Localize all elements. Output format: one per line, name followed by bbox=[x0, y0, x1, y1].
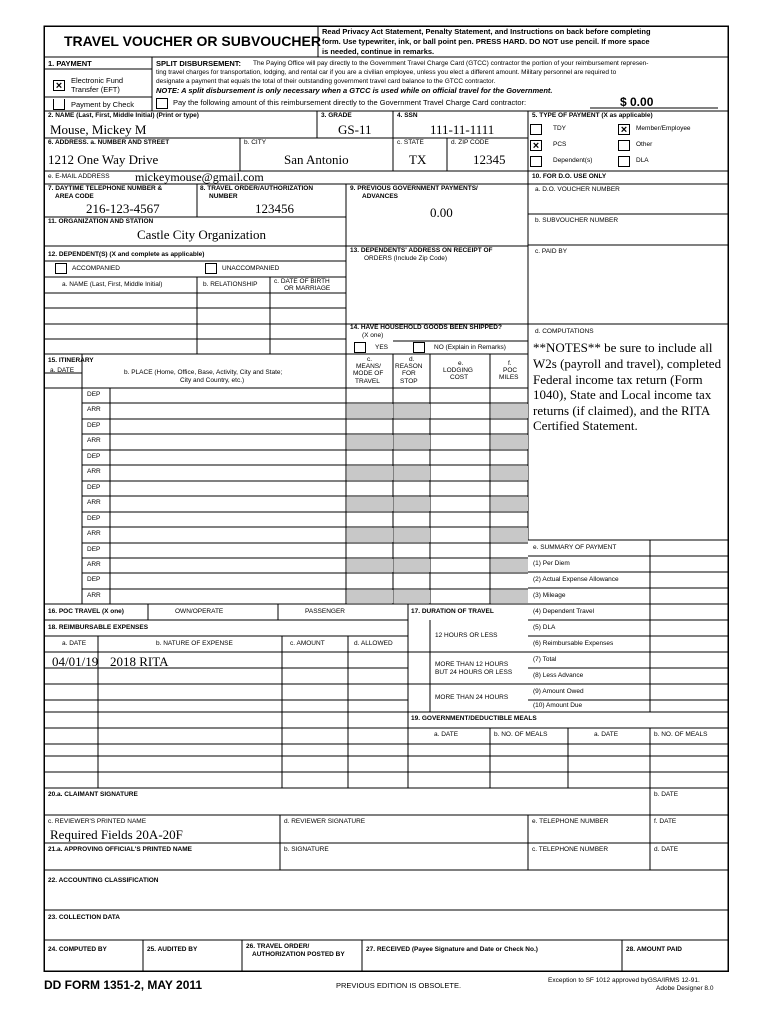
org-label: 11. ORGANIZATION AND STATION bbox=[48, 218, 154, 225]
itin-row-label: DEP bbox=[87, 515, 101, 522]
summary-item: (1) Per Diem bbox=[533, 560, 570, 567]
itin-reason-header: STOP bbox=[400, 378, 418, 385]
split-amount[interactable]: $ 0.00 bbox=[620, 95, 654, 109]
shaded-cell bbox=[394, 559, 430, 572]
shaded-cell bbox=[394, 435, 430, 449]
dla-checkbox[interactable] bbox=[618, 156, 630, 167]
approver-name-label: 21.a. APPROVING OFFICIAL'S PRINTED NAME bbox=[48, 846, 192, 853]
shaded-cell bbox=[491, 528, 528, 542]
shaded-cell bbox=[347, 590, 393, 603]
itin-row-label: DEP bbox=[87, 576, 101, 583]
shaded-cell bbox=[491, 404, 528, 418]
phone-value[interactable]: 216-123-4567 bbox=[86, 201, 160, 216]
prev-payments-label-2: ADVANCES bbox=[362, 193, 398, 200]
itin-lodging-header: LODGING bbox=[443, 367, 473, 374]
exception-notice: Exception to SF 1012 approved byGSA/IRMS 12-91. bbox=[548, 977, 700, 984]
split-title: SPLIT DISBURSEMENT: bbox=[156, 59, 242, 68]
accounting-label: 22. ACCOUNTING CLASSIFICATION bbox=[48, 877, 159, 884]
summary-item: (3) Mileage bbox=[533, 592, 566, 599]
name-value[interactable]: Mouse, Mickey M bbox=[50, 122, 147, 137]
itinerary-label: 15. ITINERARY bbox=[48, 357, 94, 364]
email-label: e. E-MAIL ADDRESS bbox=[48, 173, 110, 180]
shaded-cell bbox=[394, 404, 430, 418]
member-label: Member/Employee bbox=[636, 125, 691, 132]
summary-item: (7) Total bbox=[533, 656, 557, 663]
hhg-no-label: NO (Explain in Remarks) bbox=[434, 344, 506, 351]
received-label: 27. RECEIVED (Payee Signature and Date or Check No.) bbox=[366, 946, 538, 953]
summary-item: (10) Amount Due bbox=[533, 702, 583, 709]
do-use-label: 10. FOR D.O. USE ONLY bbox=[532, 173, 607, 180]
itin-place-header-2: City and Country, etc.) bbox=[180, 377, 245, 384]
reviewer-phone-label: e. TELEPHONE NUMBER bbox=[532, 818, 609, 825]
dla-label: DLA bbox=[636, 157, 649, 164]
dependents-label: Dependent(s) bbox=[553, 157, 593, 164]
pcs-label: PCS bbox=[553, 141, 567, 148]
email-value[interactable]: mickeymouse@gmail.com bbox=[135, 170, 264, 184]
other-checkbox[interactable] bbox=[618, 140, 630, 151]
itin-miles-header: MILES bbox=[499, 374, 519, 381]
shaded-cell bbox=[491, 590, 528, 603]
dependents-checkbox[interactable] bbox=[530, 156, 542, 167]
itin-row-label: ARR bbox=[87, 499, 101, 506]
paid-by-label: c. PAID BY bbox=[535, 248, 568, 255]
approver-signature-label: b. SIGNATURE bbox=[284, 846, 329, 853]
itin-row-label: DEP bbox=[87, 422, 101, 429]
meals-count-header: b. NO. OF MEALS bbox=[494, 731, 548, 738]
hhg-label-2: (X one) bbox=[362, 332, 384, 339]
subvoucher-label: b. SUBVOUCHER NUMBER bbox=[535, 217, 619, 224]
shaded-cell bbox=[347, 466, 393, 480]
form-id: DD FORM 1351-2, MAY 2011 bbox=[44, 978, 203, 992]
summary-item: (4) Dependent Travel bbox=[533, 608, 595, 615]
posted-by-label: 26. TRAVEL ORDER/ bbox=[246, 943, 310, 950]
check-label: Payment by Check bbox=[71, 100, 134, 109]
notes-line: **NOTES** be sure to include all bbox=[533, 340, 713, 355]
summary-item: (9) Amount Owed bbox=[533, 688, 584, 695]
claimant-date-label: b. DATE bbox=[654, 791, 679, 798]
tdy-label: TDY bbox=[553, 125, 566, 132]
shaded-cell bbox=[394, 466, 430, 480]
duration-opt2-line2: BUT 24 HOURS OR LESS bbox=[435, 669, 513, 676]
shaded-cell bbox=[394, 590, 430, 603]
hhg-yes-label: YES bbox=[375, 344, 389, 351]
shaded-cell bbox=[347, 559, 393, 572]
pay-following-text: Pay the following amount of this reimbursement directly to the Government Travel Charge Card contractor: bbox=[173, 98, 527, 107]
split-checkbox[interactable] bbox=[156, 98, 168, 109]
split-text-2: ting travel charges for transportation, lodging, and rental car if you are a civilian employee, unless you elect a different amount. Military personnel are required to bbox=[156, 69, 617, 76]
itin-mode-header: TRAVEL bbox=[355, 378, 380, 385]
dep-address-label: 13. DEPENDENTS' ADDRESS ON RECEIPT OF bbox=[350, 247, 493, 254]
itin-row-label: DEP bbox=[87, 546, 101, 553]
check-checkbox[interactable] bbox=[53, 99, 65, 110]
itin-place-header: b. PLACE (Home, Office, Base, Activity, City and State; bbox=[124, 369, 283, 376]
itin-row-label: ARR bbox=[87, 406, 101, 413]
itin-lodging-header: COST bbox=[450, 374, 469, 381]
itin-reason-header: REASON bbox=[395, 363, 423, 370]
designer-notice: Adobe Designer 8.0 bbox=[656, 985, 714, 992]
do-voucher-label: a. D.O. VOUCHER NUMBER bbox=[535, 186, 620, 193]
shaded-cell bbox=[491, 559, 528, 572]
notes-line: Certified Statement. bbox=[533, 418, 638, 433]
accompanied-checkbox[interactable] bbox=[55, 263, 67, 274]
zip-value[interactable]: 12345 bbox=[473, 152, 506, 167]
itin-reason-header: d. bbox=[409, 356, 415, 363]
approver-date-label: d. DATE bbox=[654, 846, 679, 853]
split-note: NOTE: A split disbursement is only necessary when a GTCC is used while on official travel for the Government. bbox=[156, 86, 553, 95]
split-text-1: The Paying Office will pay directly to the Government Travel Charge Card (GTCC) contractor the portion of your reimbursement represen- bbox=[253, 60, 649, 67]
prev-payments-label: 9. PREVIOUS GOVERNMENT PAYMENTS/ bbox=[350, 185, 478, 192]
itin-date-header: a. DATE bbox=[50, 367, 75, 374]
meals-date-header: a. DATE bbox=[434, 731, 459, 738]
grade-label: 3. GRADE bbox=[321, 112, 352, 119]
summary-label: e. SUMMARY OF PAYMENT bbox=[533, 544, 617, 551]
dependents-section-label: 12. DEPENDENT(S) (X and complete as applicable) bbox=[48, 251, 205, 258]
itin-row-label: ARR bbox=[87, 530, 101, 537]
notes-line: returns (if claimed), and the RITA bbox=[533, 403, 711, 418]
member-checkbox[interactable]: × bbox=[618, 124, 630, 135]
meals-count-header: b. NO. OF MEALS bbox=[654, 731, 708, 738]
dep-name-header: a. NAME (Last, First, Middle Initial) bbox=[62, 281, 163, 288]
reviewer-date-label: f. DATE bbox=[654, 818, 677, 825]
duration-opt1: 12 HOURS OR LESS bbox=[435, 632, 498, 639]
unaccompanied-label: UNACCOMPANIED bbox=[222, 265, 280, 272]
order-label-2: NUMBER bbox=[209, 193, 238, 200]
computed-by-label: 24. COMPUTED BY bbox=[48, 946, 107, 953]
obsolete-notice: PREVIOUS EDITION IS OBSOLETE. bbox=[336, 981, 462, 990]
itin-mode-header: MODE OF bbox=[353, 370, 384, 377]
reimb-amount-header: c. AMOUNT bbox=[290, 640, 325, 647]
amount-paid-label: 28. AMOUNT PAID bbox=[626, 946, 682, 953]
hhg-no-checkbox[interactable] bbox=[413, 342, 425, 353]
poc-own-label: OWN/OPERATE bbox=[175, 608, 224, 615]
itin-row-label: ARR bbox=[87, 592, 101, 599]
dep-dob-header: c. DATE OF BIRTH bbox=[274, 278, 330, 285]
address-value[interactable]: 1212 One Way Drive bbox=[48, 152, 159, 167]
hhg-yes-checkbox[interactable] bbox=[354, 342, 366, 353]
duration-opt2: MORE THAN 12 HOURS bbox=[435, 661, 509, 668]
state-label: c. STATE bbox=[397, 139, 424, 146]
summary-item: (2) Actual Expense Allowance bbox=[533, 576, 619, 583]
itin-mode-header: c. bbox=[367, 356, 373, 363]
shaded-cell bbox=[347, 435, 393, 449]
notes-line: Federal income tax return (Form bbox=[533, 372, 703, 387]
eft-label-2: Transfer (EFT) bbox=[71, 85, 120, 94]
itin-row-label: DEP bbox=[87, 484, 101, 491]
instructions-line-3: is needed, continue in remarks. bbox=[322, 47, 435, 56]
accompanied-label: ACCOMPANIED bbox=[72, 265, 120, 272]
tdy-checkbox[interactable] bbox=[530, 124, 542, 135]
payment-label: 1. PAYMENT bbox=[48, 59, 92, 68]
reimb-date-header: a. DATE bbox=[62, 640, 87, 647]
ssn-value[interactable]: 111-11-1111 bbox=[430, 122, 495, 137]
itin-miles-header: POC bbox=[503, 367, 518, 374]
address-label: 6. ADDRESS. a. NUMBER AND STREET bbox=[48, 139, 170, 146]
dep-dob-header-2: OR MARRIAGE bbox=[284, 285, 331, 292]
instructions-line-1: Read Privacy Act Statement, Penalty Statement, and Instructions on back before completing bbox=[322, 27, 651, 36]
grade-value[interactable]: GS-11 bbox=[338, 122, 372, 137]
unaccompanied-checkbox[interactable] bbox=[205, 263, 217, 274]
notes-line: W2s (payroll and travel), completed bbox=[533, 356, 722, 371]
shaded-cell bbox=[491, 497, 528, 511]
summary-item: (8) Less Advance bbox=[533, 672, 584, 679]
split-text-3: designate a payment that equals the total of their outstanding government travel card balance to the GTCC contractor. bbox=[156, 78, 496, 85]
dep-address-label-2: ORDERS (Include Zip Code) bbox=[364, 255, 448, 262]
shaded-cell bbox=[394, 528, 430, 542]
collection-label: 23. COLLECTION DATA bbox=[48, 914, 120, 921]
itin-miles-header: f. bbox=[508, 360, 512, 367]
duration-label: 17. DURATION OF TRAVEL bbox=[411, 608, 494, 615]
payment-type-label: 5. TYPE OF PAYMENT (X as applicable) bbox=[532, 112, 653, 119]
pcs-checkbox[interactable]: × bbox=[530, 140, 542, 151]
itin-row-label: ARR bbox=[87, 468, 101, 475]
order-value[interactable]: 123456 bbox=[255, 201, 294, 216]
audited-by-label: 25. AUDITED BY bbox=[147, 946, 198, 953]
notes-line: 1040), State and Local income tax bbox=[533, 387, 712, 402]
org-value[interactable]: Castle City Organization bbox=[137, 227, 267, 242]
duration-opt3: MORE THAN 24 HOURS bbox=[435, 694, 509, 701]
computations-label: d. COMPUTATIONS bbox=[535, 328, 594, 335]
shaded-cell bbox=[347, 497, 393, 511]
other-label: Other bbox=[636, 141, 653, 148]
phone-label-2: AREA CODE bbox=[55, 193, 94, 200]
prev-payments-value[interactable]: 0.00 bbox=[430, 205, 453, 220]
hhg-label: 14. HAVE HOUSEHOLD GOODS BEEN SHIPPED? bbox=[350, 324, 502, 331]
meals-date-header: a. DATE bbox=[594, 731, 619, 738]
reimbursable-label: 18. REIMBURSABLE EXPENSES bbox=[48, 624, 149, 631]
dep-relationship-header: b. RELATIONSHIP bbox=[203, 281, 258, 288]
reviewer-name-value[interactable]: Required Fields 20A-20F bbox=[50, 827, 183, 842]
itin-row-label: ARR bbox=[87, 561, 101, 568]
itin-row-label: DEP bbox=[87, 453, 101, 460]
reimb-nature-header: b. NATURE OF EXPENSE bbox=[156, 640, 233, 647]
city-label: b. CITY bbox=[244, 139, 267, 146]
reimb-entry-date[interactable]: 04/01/19 bbox=[52, 654, 99, 669]
itin-reason-header: FOR bbox=[402, 370, 416, 377]
shaded-cell bbox=[394, 497, 430, 511]
city-value[interactable]: San Antonio bbox=[284, 152, 349, 167]
itin-mode-header: MEANS/ bbox=[356, 363, 381, 370]
reviewer-name-label: c. REVIEWER'S PRINTED NAME bbox=[48, 818, 147, 825]
itin-row-label: ARR bbox=[87, 437, 101, 444]
eft-label: Electronic Fund bbox=[71, 76, 124, 85]
reimb-allowed-header: d. ALLOWED bbox=[354, 640, 393, 647]
summary-item: (5) DLA bbox=[533, 624, 556, 631]
phone-label: 7. DAYTIME TELEPHONE NUMBER & bbox=[48, 185, 163, 192]
claimant-signature-label: 20.a. CLAIMANT SIGNATURE bbox=[48, 791, 138, 798]
itin-lodging-header: e. bbox=[458, 360, 464, 367]
poc-label: 16. POC TRAVEL (X one) bbox=[48, 608, 124, 615]
approver-phone-label: c. TELEPHONE NUMBER bbox=[532, 846, 609, 853]
reviewer-signature-label: d. REVIEWER SIGNATURE bbox=[284, 818, 366, 825]
posted-by-label-2: AUTHORIZATION POSTED BY bbox=[252, 951, 345, 958]
instructions-line-2: form. Use typewriter, ink, or ball point pen. PRESS HARD. DO NOT use pencil. If more space bbox=[322, 37, 650, 46]
state-value[interactable]: TX bbox=[409, 152, 427, 167]
ssn-label: 4. SSN bbox=[397, 112, 418, 119]
meals-label: 19. GOVERNMENT/DEDUCTIBLE MEALS bbox=[411, 715, 537, 722]
eft-checkbox[interactable]: × bbox=[53, 80, 65, 91]
poc-passenger-label: PASSENGER bbox=[305, 608, 345, 615]
shaded-cell bbox=[491, 466, 528, 480]
name-label: 2. NAME (Last, First, Middle Initial) (Print or type) bbox=[48, 112, 199, 119]
shaded-cell bbox=[347, 528, 393, 542]
itin-row-label: DEP bbox=[87, 391, 101, 398]
order-label: 8. TRAVEL ORDER/AUTHORIZATION bbox=[200, 185, 314, 192]
shaded-cell bbox=[347, 404, 393, 418]
form-title: TRAVEL VOUCHER OR SUBVOUCHER bbox=[64, 33, 321, 49]
itinerary-row-lines bbox=[82, 403, 528, 589]
summary-item: (6) Reimbursable Expenses bbox=[533, 640, 614, 647]
zip-label: d. ZIP CODE bbox=[451, 139, 489, 146]
shaded-cell bbox=[491, 435, 528, 449]
reimb-entry-nature[interactable]: 2018 RITA bbox=[110, 654, 169, 669]
